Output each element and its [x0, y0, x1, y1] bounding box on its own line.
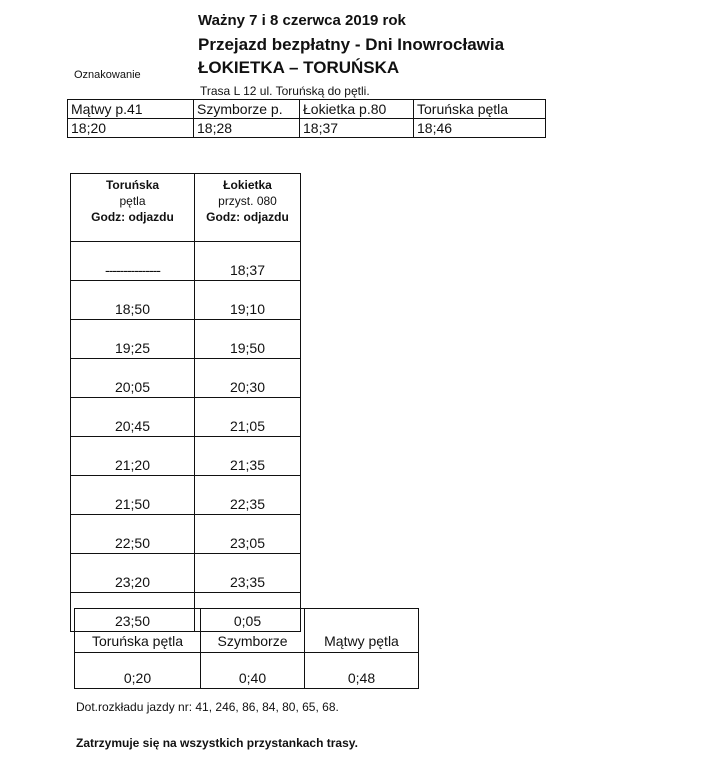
header-line: Godz: odjazdu — [206, 210, 289, 224]
stops-times-table — [67, 99, 546, 138]
departure-time: --------------- — [71, 242, 195, 281]
departure-time: 22;50 — [71, 515, 195, 554]
departure-row — [71, 437, 301, 476]
departures-table — [70, 173, 301, 632]
header-line: Łokietka — [223, 178, 272, 192]
travel-times-value-row — [75, 653, 419, 689]
stop-time-cell: 18;20 — [68, 119, 194, 138]
departure-time: 19;50 — [195, 320, 301, 359]
stop-header-cell: Szymborze p. — [194, 100, 300, 119]
departure-time: 23;35 — [195, 554, 301, 593]
departure-row — [71, 320, 301, 359]
departures-header-torunska — [71, 174, 195, 242]
stop-time-cell: 18;28 — [194, 119, 300, 138]
departure-time: 22;35 — [195, 476, 301, 515]
departure-time: 23;05 — [195, 515, 301, 554]
travel-header-cell: Szymborze — [201, 609, 305, 653]
departure-time: 23;20 — [71, 554, 195, 593]
stop-time-cell: 18;37 — [300, 119, 414, 138]
departure-time: 19;10 — [195, 281, 301, 320]
marking-label: Oznakowanie — [74, 69, 141, 81]
stops-header-row — [68, 100, 546, 119]
travel-time-cell: 0;20 — [75, 653, 201, 689]
departures-header-lokietka — [195, 174, 301, 242]
route-name: ŁOKIETKA – TORUŃSKA — [198, 58, 400, 77]
travel-times-header-row — [75, 609, 419, 653]
stop-time-cell: 18;46 — [414, 119, 546, 138]
timetable-reference-note: Dot.rozkładu jazdy nr: 41, 246, 86, 84, 80, 65, 68. — [76, 700, 339, 714]
header-line: przyst. 080 — [218, 194, 277, 208]
stop-header-cell: Mątwy p.41 — [68, 100, 194, 119]
header-line: Godz: odjazdu — [91, 210, 174, 224]
departure-time: 23;50 — [71, 593, 195, 632]
departure-time: 20;30 — [195, 359, 301, 398]
departure-time: 21;50 — [71, 476, 195, 515]
validity-title: Ważny 7 i 8 czerwca 2019 rok — [198, 12, 406, 29]
departure-time: 19;25 — [71, 320, 195, 359]
departure-row — [71, 281, 301, 320]
route-description: Trasa L 12 ul. Toruńską do pętli. — [200, 84, 370, 98]
stop-header-cell: Łokietka p.80 — [300, 100, 414, 119]
departure-row — [71, 242, 301, 281]
all-stops-note: Zatrzymuje się na wszystkich przystankach trasy. — [76, 736, 358, 750]
stop-header-cell: Toruńska pętla — [414, 100, 546, 119]
travel-time-cell: 0;40 — [201, 653, 305, 689]
travel-times-table — [74, 608, 419, 689]
departure-time: 0;05 — [195, 593, 301, 632]
header-line: pętla — [119, 194, 146, 208]
departure-row — [71, 476, 301, 515]
stops-time-row — [68, 119, 546, 138]
travel-header-cell: Toruńska pętla — [75, 609, 201, 653]
departure-row — [71, 359, 301, 398]
travel-header-cell: Mątwy pętla — [305, 609, 419, 653]
departure-time: 20;45 — [71, 398, 195, 437]
departure-time: 20;05 — [71, 359, 195, 398]
free-ride-subtitle: Przejazd bezpłatny - Dni Inowrocławia — [198, 35, 505, 54]
departure-row — [71, 398, 301, 437]
header-line: Toruńska — [105, 178, 160, 192]
departure-time: 18;50 — [71, 281, 195, 320]
departure-time: 18;37 — [195, 242, 301, 281]
travel-time-cell: 0;48 — [305, 653, 419, 689]
departure-time: 21;20 — [71, 437, 195, 476]
departure-row — [71, 515, 301, 554]
departure-time: 21;05 — [195, 398, 301, 437]
departure-row — [71, 554, 301, 593]
departures-header-row — [71, 174, 301, 242]
departure-time: 21;35 — [195, 437, 301, 476]
